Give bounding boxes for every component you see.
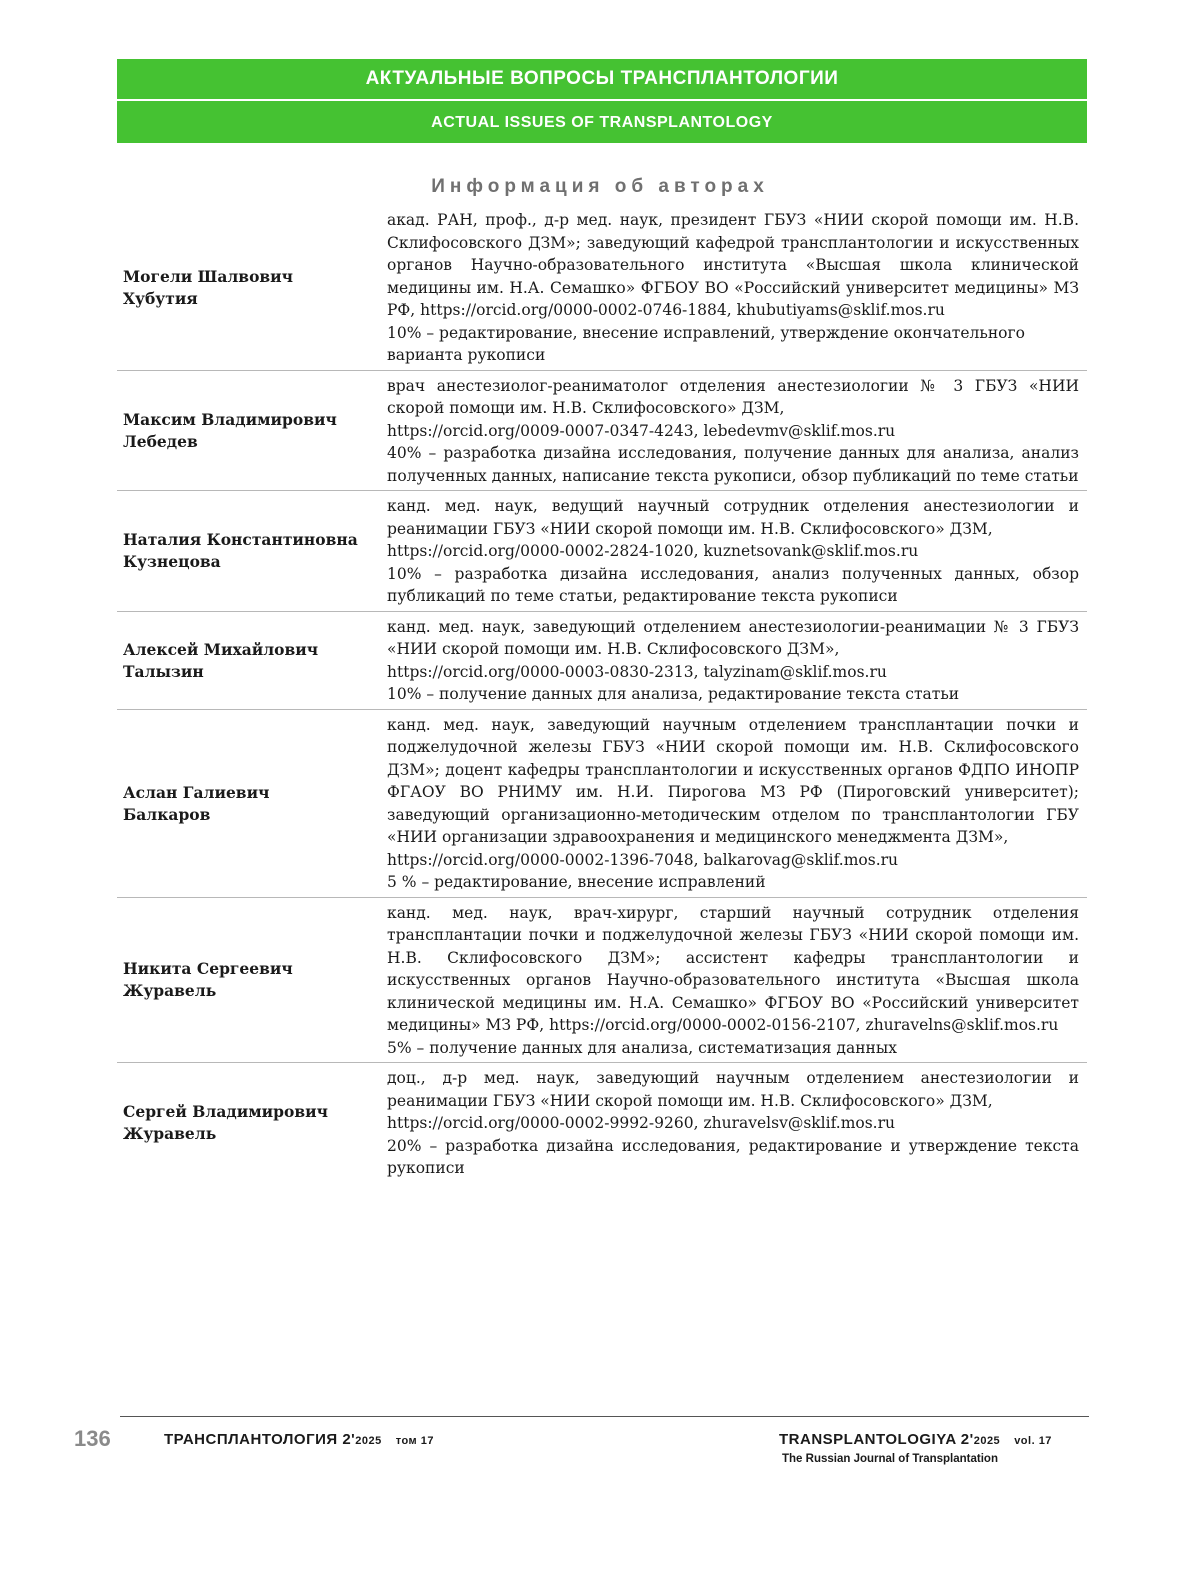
author-affiliation: канд. мед. наук, ведущий научный сотрудник отделения анестезиологии и реанимации ГБУЗ «НИИ скорой помощи им. Н.В. Склифосовского» ДЗМ, [387, 497, 1079, 538]
author-contribution: 40% – разработка дизайна исследования, получение данных для анализа, анализ полученных данных, написание текста рукописи, обзор публикаций по теме статьи [387, 444, 1079, 485]
journal-year-ru: 2025 [355, 1435, 382, 1447]
journal-name-en: TRANSPLANTOLOGIYA 2' [779, 1431, 974, 1448]
journal-volume-en: vol. 17 [1014, 1435, 1052, 1447]
author-affiliation: врач анестезиолог-реаниматолог отделения анестезиологии № 3 ГБУЗ «НИИ скорой помощи им. Н.В. Склифосовского» ДЗМ, [387, 376, 1079, 417]
author-contribution: 5% – получение данных для анализа, систематизация данных [387, 1038, 897, 1057]
author-contribution: 10% – редактирование, внесение исправлений, утверждение окончательного варианта рукописи [387, 323, 1025, 364]
author-row [117, 710, 1087, 898]
author-name [117, 375, 387, 488]
author-last-name: Хубутия [123, 288, 198, 308]
section-banner-en: ACTUAL ISSUES OF TRANSPLANTOLOGY [117, 101, 1087, 143]
journal-subtitle: The Russian Journal of Transplantation [782, 1453, 998, 1465]
author-first-name: Алексей Михайлович [123, 639, 319, 659]
author-info [387, 375, 1087, 488]
journal-title-ru [164, 1431, 434, 1448]
author-info [387, 495, 1087, 608]
journal-name-ru: ТРАНСПЛАНТОЛОГИЯ 2' [164, 1431, 356, 1448]
author-row [117, 205, 1087, 371]
author-info [387, 1067, 1087, 1180]
author-affiliation: акад. РАН, проф., д-р мед. наук, президент ГБУЗ «НИИ скорой помощи им. Н.В. Склифосовского ДЗМ»; заведующий кафедрой трансплантологии и искусственных органов Научно-образовательного института «Высшая школа клинической медицины им. Н.А. Семашко» ФГБОУ ВО «Российский университет медицины» МЗ РФ, https://orcid.org/0000-0002-0746-1884, khubutiyams@sklif.mos.ru [387, 211, 1079, 319]
author-first-name: Никита Сергеевич [123, 959, 293, 979]
author-contribution: 20% – разработка дизайна исследования, редактирование и утверждение текста рукописи [387, 1136, 1079, 1177]
author-name [117, 902, 387, 1060]
author-affiliation: доц., д-р мед. наук, заведующий научным отделением анестезиологии и реанимации ГБУЗ «НИИ скорой помощи им. Н.В. Склифосовского» ДЗМ, [387, 1069, 1079, 1110]
author-last-name: Балкаров [123, 804, 211, 824]
author-info [387, 902, 1087, 1060]
authors-info-heading: Информация об авторах [431, 176, 769, 197]
journal-year-en: 2025 [973, 1435, 1001, 1447]
author-row [117, 1063, 1087, 1183]
author-orcid-email: https://orcid.org/0000-0002-1396-7048, balkarovag@sklif.mos.ru [387, 850, 899, 869]
author-last-name: Лебедев [123, 431, 198, 451]
author-info [387, 714, 1087, 894]
author-affiliation: канд. мед. наук, заведующий научным отделением трансплантации почки и поджелудочной железы ГБУЗ «НИИ скорой помощи им. Н.В. Склифосовского ДЗМ»; доцент кафедры трансплантологии и искусственных органов ФДПО ИНОПР ФГАОУ ВО РНИМУ им. Н.И. Пирогова МЗ РФ (Пироговский университет); заведующий организационно-методическим отделом по трансплантологии ГБУ «НИИ организации здравоохранения и медицинского менеджмента ДЗМ», [387, 715, 1079, 846]
author-first-name: Максим Владимирович [123, 409, 337, 429]
author-first-name: Аслан Галиевич [123, 782, 270, 802]
author-info [387, 616, 1087, 706]
author-contribution: 10% – разработка дизайна исследования, анализ полученных данных, обзор публикаций по теме статьи, редактирование текста рукописи [387, 564, 1079, 605]
author-name [117, 209, 387, 367]
author-orcid-email: https://orcid.org/0009-0007-0347-4243, lebedevmv@sklif.mos.ru [387, 421, 896, 440]
author-contribution: 5 % – редактирование, внесение исправлений [387, 873, 766, 891]
author-affiliation: канд. мед. наук, врач-хирург, старший научный сотрудник отделения трансплантации почки и поджелудочной железы ГБУЗ «НИИ скорой помощи им. Н.В. Склифосовского ДЗМ»; ассистент кафедры трансплантологии и искусственных органов Научно-образовательного института «Высшая школа клинической медицины им. Н.А. Семашко» ФГБОУ ВО «Российский университет медицины» МЗ РФ, https://orcid.org/0000-0002-0156-2107, zhuravelns@sklif.mos.ru [387, 903, 1079, 1034]
author-last-name: Кузнецова [123, 552, 221, 572]
author-row [117, 612, 1087, 710]
journal-volume-ru: том 17 [395, 1435, 434, 1447]
section-banner-ru: АКТУАЛЬНЫЕ ВОПРОСЫ ТРАНСПЛАНТОЛОГИИ [117, 59, 1087, 99]
author-name [117, 616, 387, 706]
author-orcid-email: https://orcid.org/0000-0002-9992-9260, zhuravelsv@sklif.mos.ru [387, 1114, 896, 1132]
author-info [387, 209, 1087, 367]
authors-table [117, 205, 1087, 1183]
author-first-name: Могели Шалвович [123, 266, 294, 286]
author-last-name: Талызин [123, 661, 204, 681]
author-row [117, 371, 1087, 492]
journal-title-en [779, 1431, 1052, 1448]
author-first-name: Наталия Константиновна [123, 530, 358, 550]
author-contribution: 10% – получение данных для анализа, редактирование текста статьи [387, 685, 960, 703]
author-name [117, 495, 387, 608]
author-row [117, 898, 1087, 1064]
author-orcid-email: https://orcid.org/0000-0003-0830-2313, talyzinam@sklif.mos.ru [387, 662, 887, 681]
author-first-name: Сергей Владимирович [123, 1102, 328, 1122]
author-name [117, 1067, 387, 1180]
author-orcid-email: https://orcid.org/0000-0002-2824-1020, kuznetsovank@sklif.mos.ru [387, 542, 919, 560]
page-number: 136 [74, 1426, 111, 1451]
footer-divider [120, 1416, 1089, 1417]
author-affiliation: канд. мед. наук, заведующий отделением анестезиологии-реанимации № 3 ГБУЗ «НИИ скорой помощи им. Н.В. Склифосовского ДЗМ», [387, 617, 1079, 658]
author-last-name: Журавель [123, 981, 217, 1001]
author-last-name: Журавель [123, 1124, 217, 1144]
author-row [117, 491, 1087, 612]
author-name [117, 714, 387, 894]
